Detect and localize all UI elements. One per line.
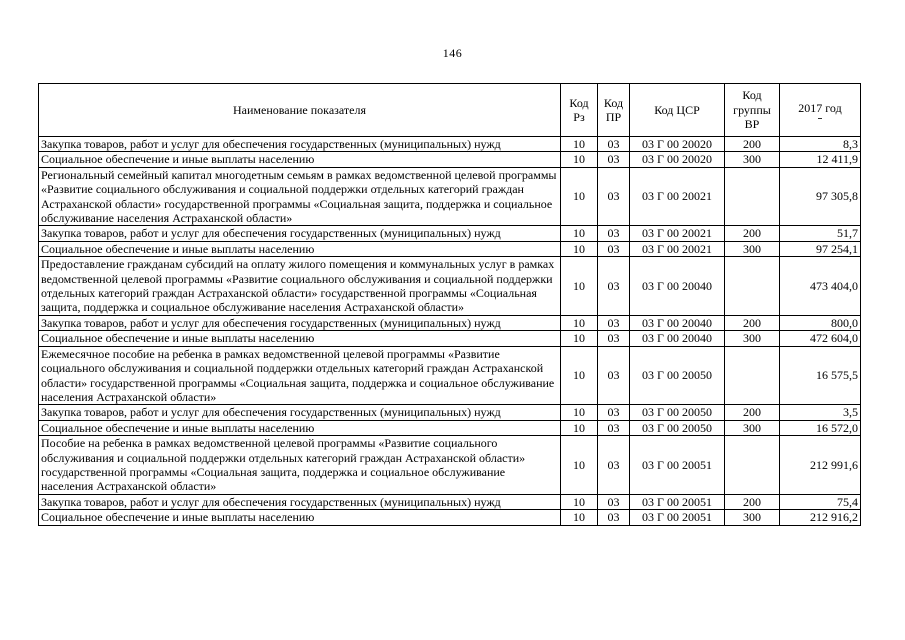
cell-rz: 10 — [561, 315, 598, 330]
table-row — [39, 494, 861, 509]
cell-pr: 03 — [598, 420, 630, 435]
cell-vr: 300 — [725, 510, 780, 525]
table-row — [39, 331, 861, 346]
cell-csr: 03 Г 00 20040 — [630, 315, 725, 330]
cell-amount: 212 991,6 — [780, 436, 861, 495]
header-pr: Код ПР — [598, 84, 630, 137]
cell-name: Пособие на ребенка в рамках ведомственной целевой программы «Развитие социального обслуживания и социальной поддержки отдельных категорий граждан Астраханской области» государственной программы «Социальная защита, поддержка и социальное обслуживание населения Астраханской области» — [39, 436, 561, 495]
table-row — [39, 405, 861, 420]
cell-name: Социальное обеспечение и иные выплаты населению — [39, 420, 561, 435]
cell-vr — [725, 436, 780, 495]
cell-amount: 97 305,8 — [780, 167, 861, 226]
cell-name: Региональный семейный капитал многодетным семьям в рамках ведомственной целевой программы «Развитие социального обслуживания и социальной поддержки отдельных категорий граждан Астраханской области» государственной программы «Социальная защита, поддержка и социальное обслуживание населения Астраханской области» — [39, 167, 561, 226]
cell-vr: 300 — [725, 152, 780, 167]
header-name: Наименование показателя — [39, 84, 561, 137]
cell-csr: 03 Г 00 20021 — [630, 226, 725, 241]
cell-amount: 75,4 — [780, 494, 861, 509]
cell-amount: 8,3 — [780, 137, 861, 152]
header-csr: Код ЦСР — [630, 84, 725, 137]
cell-vr: 200 — [725, 494, 780, 509]
header-year-label: 2017 год — [798, 101, 842, 116]
cell-pr: 03 — [598, 137, 630, 152]
cell-rz: 10 — [561, 420, 598, 435]
table-row — [39, 510, 861, 525]
cell-rz: 10 — [561, 226, 598, 241]
cell-name: Ежемесячное пособие на ребенка в рамках ведомственной целевой программы «Развитие социального обслуживания и социальной поддержки отдельных категорий граждан Астраханской области» государственной программы «Социальная защита, поддержка и социальное обслуживание населения Астраханской области» — [39, 346, 561, 405]
table-header — [39, 84, 861, 137]
table-row — [39, 137, 861, 152]
cell-csr: 03 Г 00 20020 — [630, 152, 725, 167]
cell-vr: 200 — [725, 137, 780, 152]
cell-vr — [725, 257, 780, 316]
cell-name: Закупка товаров, работ и услуг для обеспечения государственных (муниципальных) нужд — [39, 315, 561, 330]
cell-vr: 300 — [725, 331, 780, 346]
cell-name: Социальное обеспечение и иные выплаты населению — [39, 241, 561, 256]
cell-vr — [725, 167, 780, 226]
cell-name: Социальное обеспечение и иные выплаты населению — [39, 510, 561, 525]
page-number: 146 — [442, 46, 463, 60]
cell-csr: 03 Г 00 20051 — [630, 494, 725, 509]
cell-pr: 03 — [598, 510, 630, 525]
cell-amount: 212 916,2 — [780, 510, 861, 525]
cell-pr: 03 — [598, 152, 630, 167]
cell-pr: 03 — [598, 167, 630, 226]
cell-pr: 03 — [598, 436, 630, 495]
cell-rz: 10 — [561, 241, 598, 256]
cell-rz: 10 — [561, 257, 598, 316]
cell-rz: 10 — [561, 436, 598, 495]
header-year — [780, 84, 861, 137]
table-row — [39, 241, 861, 256]
cell-name: Социальное обеспечение и иные выплаты населению — [39, 152, 561, 167]
cell-name: Закупка товаров, работ и услуг для обеспечения государственных (муниципальных) нужд — [39, 137, 561, 152]
cell-pr: 03 — [598, 257, 630, 316]
cell-csr: 03 Г 00 20020 — [630, 137, 725, 152]
cell-csr: 03 Г 00 20021 — [630, 167, 725, 226]
cell-amount: 800,0 — [780, 315, 861, 330]
cell-rz: 10 — [561, 137, 598, 152]
table-body — [39, 137, 861, 526]
cell-amount: 472 604,0 — [780, 331, 861, 346]
cell-pr: 03 — [598, 331, 630, 346]
cell-csr: 03 Г 00 20050 — [630, 405, 725, 420]
cell-vr: 200 — [725, 315, 780, 330]
cell-amount: 51,7 — [780, 226, 861, 241]
header-vr: Код группы ВР — [725, 84, 780, 137]
cell-vr: 300 — [725, 420, 780, 435]
cell-name: Социальное обеспечение и иные выплаты населению — [39, 331, 561, 346]
cell-vr: 200 — [725, 405, 780, 420]
table-row — [39, 436, 861, 495]
cell-csr: 03 Г 00 20021 — [630, 241, 725, 256]
cell-rz: 10 — [561, 510, 598, 525]
cell-rz: 10 — [561, 152, 598, 167]
cell-amount: 12 411,9 — [780, 152, 861, 167]
cell-amount: 473 404,0 — [780, 257, 861, 316]
cell-csr: 03 Г 00 20050 — [630, 346, 725, 405]
cell-rz: 10 — [561, 405, 598, 420]
budget-table — [38, 83, 861, 526]
cell-amount: 3,5 — [780, 405, 861, 420]
cell-csr: 03 Г 00 20040 — [630, 331, 725, 346]
cell-pr: 03 — [598, 405, 630, 420]
cell-csr: 03 Г 00 20051 — [630, 510, 725, 525]
cell-pr: 03 — [598, 494, 630, 509]
table-row — [39, 346, 861, 405]
cell-rz: 10 — [561, 167, 598, 226]
cell-rz: 10 — [561, 331, 598, 346]
cell-csr: 03 Г 00 20050 — [630, 420, 725, 435]
cell-amount: 97 254,1 — [780, 241, 861, 256]
cell-rz: 10 — [561, 494, 598, 509]
header-dash-mark — [818, 118, 822, 119]
table-row — [39, 257, 861, 316]
header-rz: Код Рз — [561, 84, 598, 137]
cell-pr: 03 — [598, 226, 630, 241]
cell-amount: 16 572,0 — [780, 420, 861, 435]
cell-rz: 10 — [561, 346, 598, 405]
table-row — [39, 226, 861, 241]
cell-pr: 03 — [598, 241, 630, 256]
cell-csr: 03 Г 00 20040 — [630, 257, 725, 316]
cell-name: Закупка товаров, работ и услуг для обеспечения государственных (муниципальных) нужд — [39, 494, 561, 509]
table-row — [39, 167, 861, 226]
cell-name: Предоставление гражданам субсидий на оплату жилого помещения и коммунальных услуг в рамках ведомственной целевой программы «Развитие социального обслуживания и социальной поддержки отдельных категорий граждан Астраханской области» государственной программы «Социальная защита, поддержка и социальное обслуживание населения Астраханской области» — [39, 257, 561, 316]
cell-name: Закупка товаров, работ и услуг для обеспечения государственных (муниципальных) нужд — [39, 226, 561, 241]
cell-vr: 200 — [725, 226, 780, 241]
cell-vr — [725, 346, 780, 405]
cell-pr: 03 — [598, 346, 630, 405]
cell-pr: 03 — [598, 315, 630, 330]
cell-csr: 03 Г 00 20051 — [630, 436, 725, 495]
table-row — [39, 152, 861, 167]
cell-amount: 16 575,5 — [780, 346, 861, 405]
cell-name: Закупка товаров, работ и услуг для обеспечения государственных (муниципальных) нужд — [39, 405, 561, 420]
cell-vr: 300 — [725, 241, 780, 256]
table-row — [39, 420, 861, 435]
table-row — [39, 315, 861, 330]
